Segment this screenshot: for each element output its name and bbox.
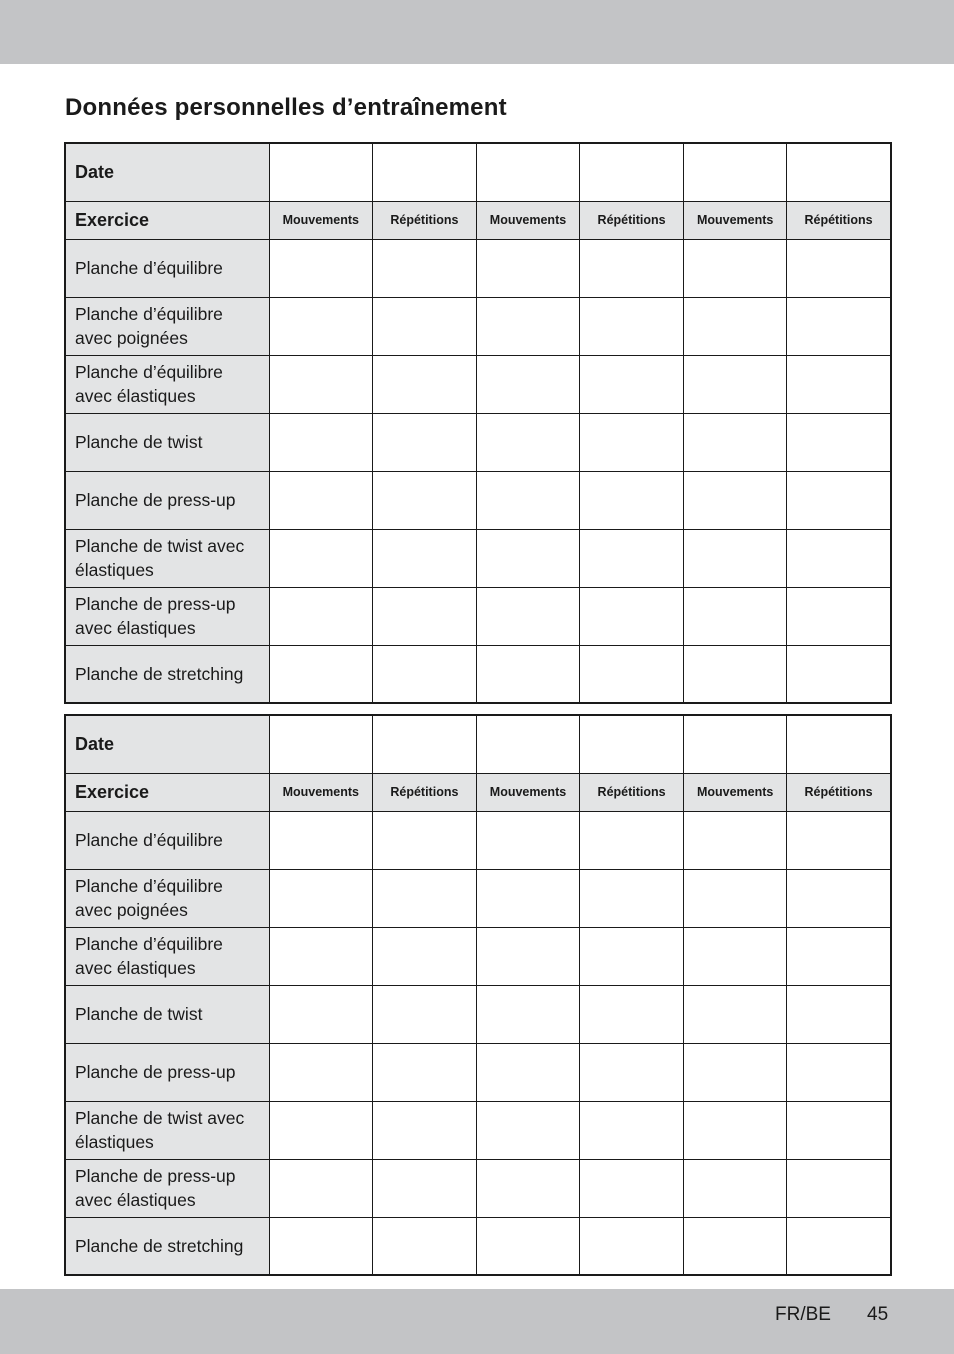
exercise-row — [65, 1101, 891, 1159]
entry-cell[interactable] — [683, 413, 787, 471]
entry-cell[interactable] — [580, 355, 684, 413]
entry-cell[interactable] — [269, 985, 373, 1043]
entry-cell[interactable] — [269, 471, 373, 529]
entry-cell[interactable] — [476, 529, 580, 587]
date-entry-cell[interactable] — [476, 143, 580, 201]
entry-cell[interactable] — [787, 645, 891, 703]
entry-cell[interactable] — [580, 811, 684, 869]
date-label: Date — [65, 715, 269, 773]
repetitions-header: Répétitions — [580, 773, 684, 811]
entry-cell[interactable] — [476, 985, 580, 1043]
entry-cell[interactable] — [787, 1159, 891, 1217]
exercise-name: Planche d’équilibre — [65, 811, 269, 869]
top-band — [0, 0, 954, 64]
entry-cell[interactable] — [373, 1217, 477, 1275]
repetitions-header: Répétitions — [580, 201, 684, 239]
entry-cell[interactable] — [476, 869, 580, 927]
date-row — [65, 143, 891, 201]
entry-cell[interactable] — [580, 297, 684, 355]
exercise-row — [65, 1043, 891, 1101]
entry-cell[interactable] — [476, 811, 580, 869]
entry-cell[interactable] — [787, 1043, 891, 1101]
date-entry-cell[interactable] — [787, 143, 891, 201]
exercise-row — [65, 355, 891, 413]
exercise-name: Planche de press-up avec élastiques — [65, 587, 269, 645]
entry-cell[interactable] — [683, 1043, 787, 1101]
entry-cell[interactable] — [787, 869, 891, 927]
date-entry-cell[interactable] — [269, 143, 373, 201]
exercise-name: Planche de press-up — [65, 1043, 269, 1101]
entry-cell[interactable] — [683, 1101, 787, 1159]
exercise-label: Exercice — [65, 773, 269, 811]
exercise-name: Planche de press-up — [65, 471, 269, 529]
entry-cell[interactable] — [683, 529, 787, 587]
exercise-name: Planche d’équilibre — [65, 239, 269, 297]
entry-cell[interactable] — [580, 413, 684, 471]
entry-cell[interactable] — [787, 355, 891, 413]
exercise-row — [65, 985, 891, 1043]
entry-cell[interactable] — [269, 927, 373, 985]
entry-cell[interactable] — [373, 927, 477, 985]
entry-cell[interactable] — [476, 1101, 580, 1159]
entry-cell[interactable] — [787, 587, 891, 645]
entry-cell[interactable] — [683, 869, 787, 927]
exercise-name: Planche de stretching — [65, 1217, 269, 1275]
entry-cell[interactable] — [373, 297, 477, 355]
entry-cell[interactable] — [580, 1217, 684, 1275]
entry-cell[interactable] — [580, 1159, 684, 1217]
date-entry-cell[interactable] — [269, 715, 373, 773]
exercise-header-row — [65, 201, 891, 239]
page-title: Données personnelles d’entraînement — [65, 94, 507, 121]
entry-cell[interactable] — [787, 413, 891, 471]
training-log-table-1 — [64, 142, 892, 704]
exercise-label: Exercice — [65, 201, 269, 239]
entry-cell[interactable] — [683, 645, 787, 703]
entry-cell[interactable] — [580, 1101, 684, 1159]
exercise-name: Planche d’équilibre avec élastiques — [65, 927, 269, 985]
exercise-row — [65, 645, 891, 703]
entry-cell[interactable] — [476, 927, 580, 985]
entry-cell[interactable] — [269, 645, 373, 703]
entry-cell[interactable] — [787, 239, 891, 297]
date-entry-cell[interactable] — [373, 143, 477, 201]
movements-header: Mouvements — [683, 201, 787, 239]
date-entry-cell[interactable] — [787, 715, 891, 773]
training-log-table-2 — [64, 714, 892, 1276]
entry-cell[interactable] — [580, 529, 684, 587]
repetitions-header: Répétitions — [787, 201, 891, 239]
date-entry-cell[interactable] — [683, 715, 787, 773]
entry-cell[interactable] — [476, 587, 580, 645]
date-entry-cell[interactable] — [580, 143, 684, 201]
repetitions-header: Répétitions — [787, 773, 891, 811]
entry-cell[interactable] — [476, 1159, 580, 1217]
entry-cell[interactable] — [580, 927, 684, 985]
entry-cell[interactable] — [373, 645, 477, 703]
entry-cell[interactable] — [269, 239, 373, 297]
exercise-name: Planche d’équilibre avec poignées — [65, 297, 269, 355]
entry-cell[interactable] — [787, 1217, 891, 1275]
entry-cell[interactable] — [269, 1043, 373, 1101]
entry-cell[interactable] — [787, 1101, 891, 1159]
entry-cell[interactable] — [683, 811, 787, 869]
entry-cell[interactable] — [683, 471, 787, 529]
entry-cell[interactable] — [269, 587, 373, 645]
entry-cell[interactable] — [373, 239, 477, 297]
entry-cell[interactable] — [580, 239, 684, 297]
page-number: 45 — [867, 1304, 889, 1325]
exercise-row — [65, 297, 891, 355]
entry-cell[interactable] — [269, 869, 373, 927]
date-entry-cell[interactable] — [373, 715, 477, 773]
entry-cell[interactable] — [269, 1101, 373, 1159]
entry-cell[interactable] — [683, 355, 787, 413]
entry-cell[interactable] — [683, 587, 787, 645]
entry-cell[interactable] — [683, 1217, 787, 1275]
date-entry-cell[interactable] — [580, 715, 684, 773]
entry-cell[interactable] — [476, 471, 580, 529]
entry-cell[interactable] — [787, 927, 891, 985]
exercise-name: Planche de twist — [65, 413, 269, 471]
exercise-name: Planche de press-up avec élastiques — [65, 1159, 269, 1217]
exercise-name: Planche d’équilibre avec élastiques — [65, 355, 269, 413]
date-row — [65, 715, 891, 773]
entry-cell[interactable] — [787, 985, 891, 1043]
exercise-row — [65, 413, 891, 471]
entry-cell[interactable] — [373, 413, 477, 471]
exercise-name: Planche de twist avec élastiques — [65, 529, 269, 587]
date-entry-cell[interactable] — [683, 143, 787, 201]
entry-cell[interactable] — [373, 811, 477, 869]
entry-cell[interactable] — [269, 1217, 373, 1275]
entry-cell[interactable] — [580, 985, 684, 1043]
entry-cell[interactable] — [269, 811, 373, 869]
movements-header: Mouvements — [476, 201, 580, 239]
entry-cell[interactable] — [373, 471, 477, 529]
entry-cell[interactable] — [373, 1043, 477, 1101]
date-label: Date — [65, 143, 269, 201]
entry-cell[interactable] — [269, 355, 373, 413]
entry-cell[interactable] — [373, 1101, 477, 1159]
exercise-row — [65, 587, 891, 645]
entry-cell[interactable] — [373, 869, 477, 927]
exercise-row — [65, 927, 891, 985]
date-entry-cell[interactable] — [476, 715, 580, 773]
entry-cell[interactable] — [373, 587, 477, 645]
entry-cell[interactable] — [373, 355, 477, 413]
locale-label: FR/BE — [775, 1304, 831, 1325]
movements-header: Mouvements — [269, 201, 373, 239]
entry-cell[interactable] — [476, 645, 580, 703]
entry-cell[interactable] — [476, 239, 580, 297]
entry-cell[interactable] — [787, 529, 891, 587]
entry-cell[interactable] — [683, 927, 787, 985]
exercise-name: Planche de twist — [65, 985, 269, 1043]
entry-cell[interactable] — [269, 413, 373, 471]
entry-cell[interactable] — [269, 529, 373, 587]
entry-cell[interactable] — [580, 587, 684, 645]
entry-cell[interactable] — [373, 985, 477, 1043]
exercise-row — [65, 471, 891, 529]
entry-cell[interactable] — [580, 471, 684, 529]
entry-cell[interactable] — [476, 355, 580, 413]
entry-cell[interactable] — [787, 297, 891, 355]
repetitions-header: Répétitions — [373, 773, 477, 811]
entry-cell[interactable] — [373, 529, 477, 587]
exercise-name: Planche de stretching — [65, 645, 269, 703]
exercise-row — [65, 869, 891, 927]
entry-cell[interactable] — [787, 471, 891, 529]
movements-header: Mouvements — [683, 773, 787, 811]
exercise-name: Planche de twist avec élastiques — [65, 1101, 269, 1159]
entry-cell[interactable] — [476, 297, 580, 355]
movements-header: Mouvements — [269, 773, 373, 811]
entry-cell[interactable] — [580, 645, 684, 703]
entry-cell[interactable] — [269, 1159, 373, 1217]
entry-cell[interactable] — [580, 1043, 684, 1101]
exercise-row — [65, 1217, 891, 1275]
entry-cell[interactable] — [476, 413, 580, 471]
entry-cell[interactable] — [476, 1217, 580, 1275]
entry-cell[interactable] — [683, 985, 787, 1043]
entry-cell[interactable] — [269, 297, 373, 355]
exercise-row — [65, 1159, 891, 1217]
entry-cell[interactable] — [683, 1159, 787, 1217]
exercise-row — [65, 239, 891, 297]
entry-cell[interactable] — [683, 297, 787, 355]
repetitions-header: Répétitions — [373, 201, 477, 239]
exercise-name: Planche d’équilibre avec poignées — [65, 869, 269, 927]
entry-cell[interactable] — [580, 869, 684, 927]
exercise-row — [65, 529, 891, 587]
exercise-row — [65, 811, 891, 869]
entry-cell[interactable] — [373, 1159, 477, 1217]
entry-cell[interactable] — [787, 811, 891, 869]
entry-cell[interactable] — [683, 239, 787, 297]
movements-header: Mouvements — [476, 773, 580, 811]
entry-cell[interactable] — [476, 1043, 580, 1101]
exercise-header-row — [65, 773, 891, 811]
